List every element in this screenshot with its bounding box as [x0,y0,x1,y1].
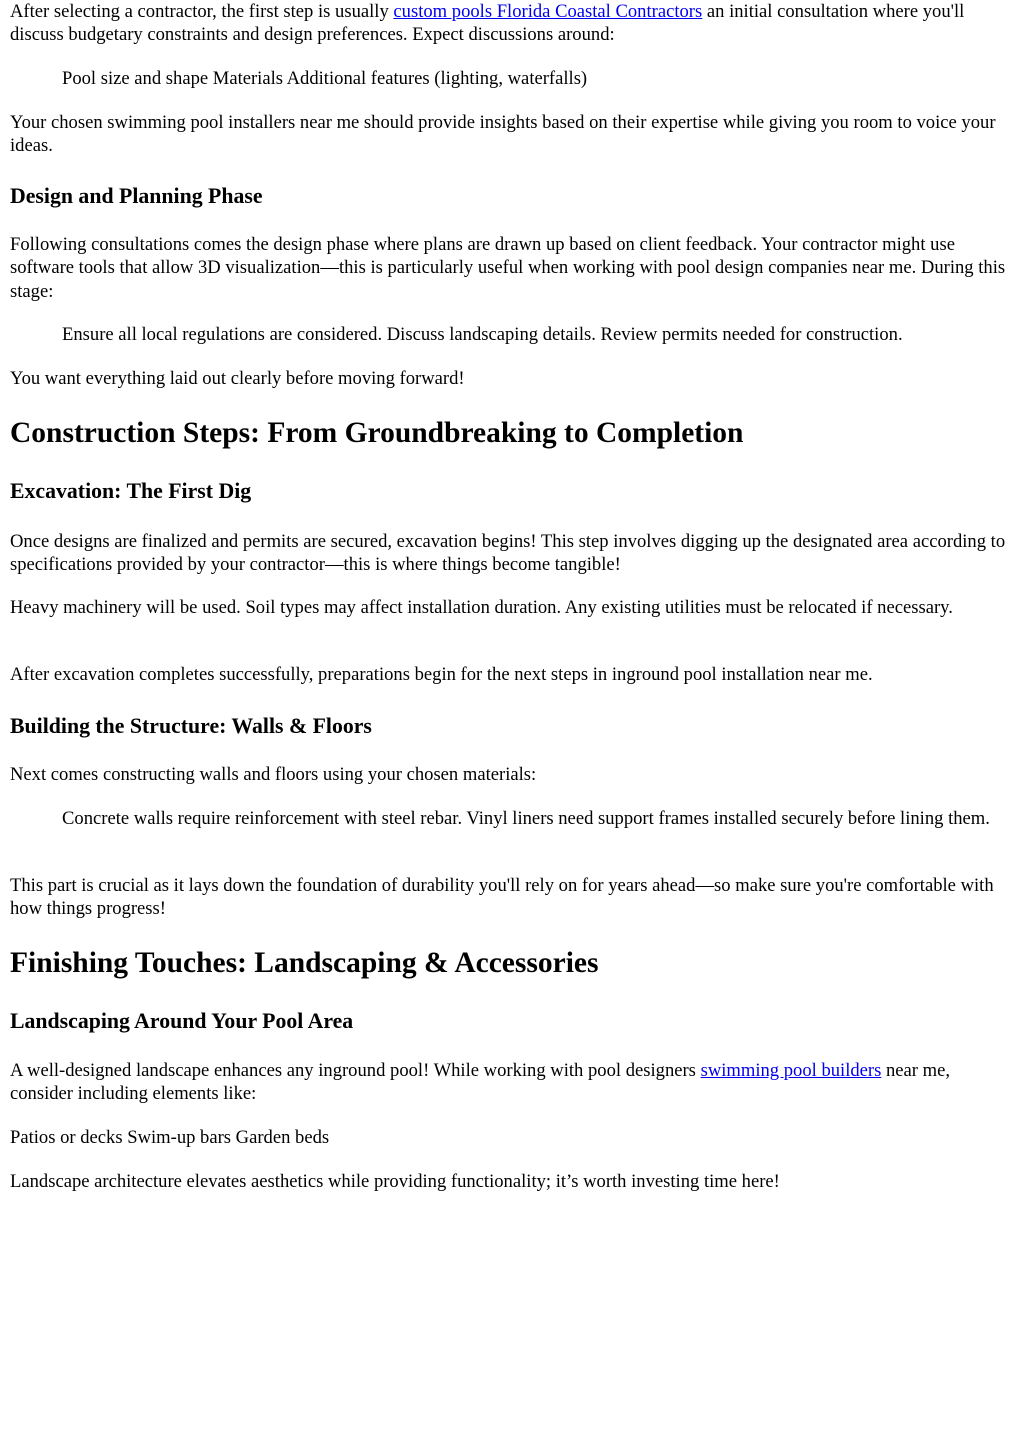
intro-text-after-link: an initial consultation where you'll discuss budgetary constraints and design preferences. Expect discussions around: [10,1,965,46]
landscaping-elements-list: Patios or decks Swim-up bars Garden beds [10,1127,330,1148]
excavation-completion-paragraph: After excavation completes successfully, preparations begin for the next steps in inground pool installation near me. [10,664,873,685]
landscape-architecture-paragraph: Landscape architecture elevates aesthetics while providing functionality; it’s worth investing time here! [10,1171,780,1192]
design-planning-heading: Design and Planning Phase [10,184,263,208]
landscaping-heading: Landscaping Around Your Pool Area [10,1009,354,1033]
intro-text-before-link: After selecting a contractor, the first step is usually [10,1,394,22]
structure-materials-list: Concrete walls require reinforcement with steel rebar. Vinyl liners need support frames installed securely before lining them. [62,808,990,829]
intro-paragraph [10,0,1014,47]
structure-durability-paragraph: This part is crucial as it lays down the foundation of durability you'll rely on for years ahead—so make sure you're comfortable with how things progress! [10,875,994,920]
consultation-topics-list: Pool size and shape Materials Additional features (lighting, waterfalls) [62,68,588,89]
excavation-details-paragraph: Heavy machinery will be used. Soil types may affect installation duration. Any existing utilities must be relocated if necessary. [10,597,953,618]
structure-intro-paragraph: Next comes constructing walls and floors using your chosen materials: [10,764,537,785]
finishing-touches-heading: Finishing Touches: Landscaping & Accessories [10,947,599,979]
landscaping-text-before-link: A well-designed landscape enhances any inground pool! While working with pool designers [10,1060,701,1081]
installers-paragraph: Your chosen swimming pool installers near me should provide insights based on their expertise while giving you room to voice your ideas. [10,112,996,157]
custom-pools-link[interactable]: custom pools Florida Coastal Contractors [393,1,703,22]
landscaping-text-after-link: near me, consider including elements like: [10,1060,951,1105]
design-closing-paragraph: You want everything laid out clearly before moving forward! [10,368,465,389]
construction-steps-heading: Construction Steps: From Groundbreaking to Completion [10,417,744,449]
landscaping-paragraph [10,1059,1014,1106]
building-structure-heading: Building the Structure: Walls & Floors [10,714,372,738]
design-stage-list: Ensure all local regulations are considered. Discuss landscaping details. Review permits needed for construction. [62,324,903,345]
swimming-pool-builders-link[interactable]: swimming pool builders [700,1060,882,1081]
design-paragraph: Following consultations comes the design phase where plans are drawn up based on client feedback. Your contractor might use software tools that allow 3D visualization—this is particularly useful when working with pool design companies near me. During this stage: [10,234,1006,302]
excavation-paragraph: Once designs are finalized and permits are secured, excavation begins! This step involves digging up the designated area according to specifications provided by your contractor—this is where things become tangible! [10,531,1006,576]
excavation-heading: Excavation: The First Dig [10,479,252,503]
